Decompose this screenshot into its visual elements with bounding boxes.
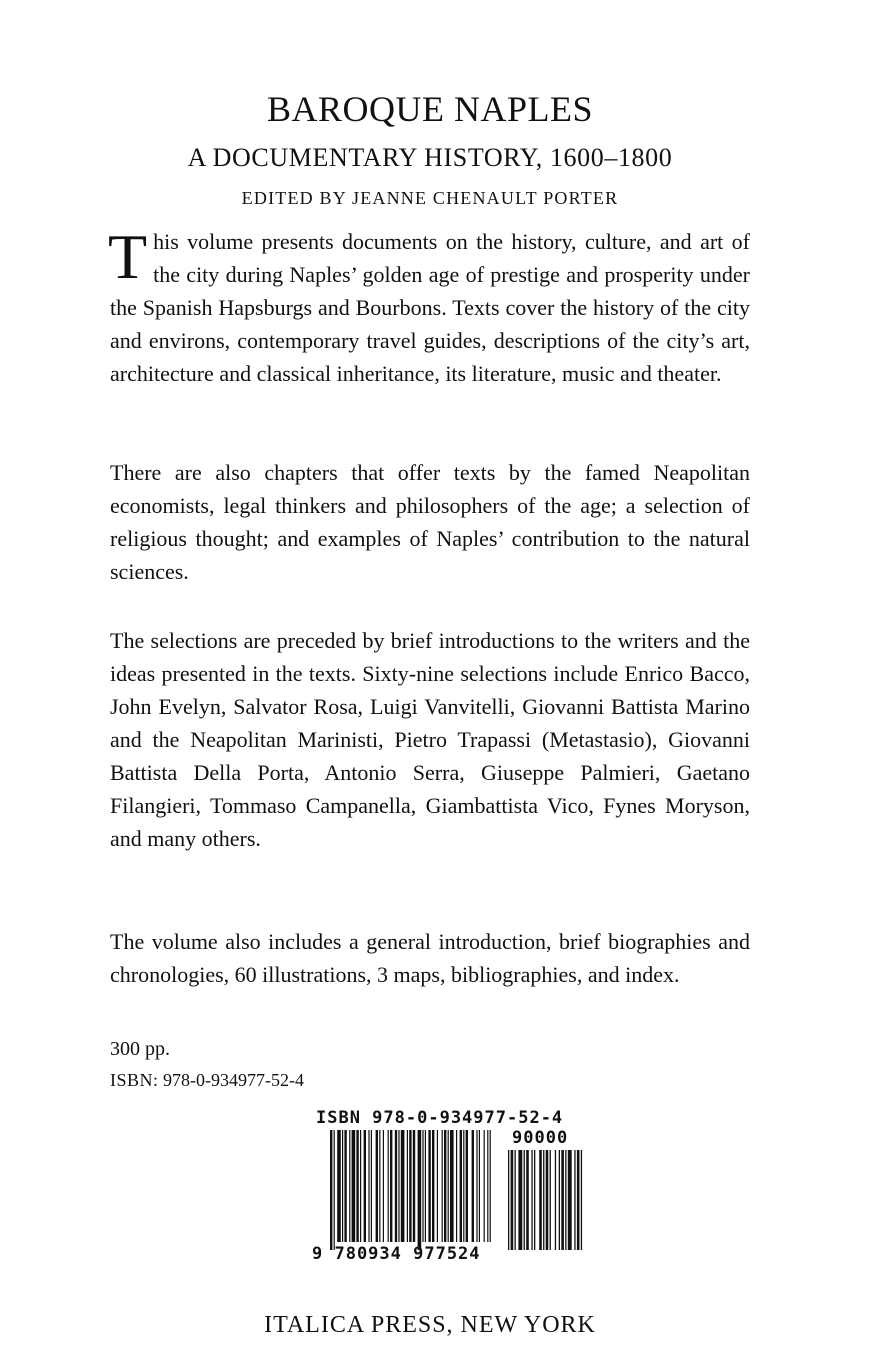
barcode-bar	[388, 1130, 389, 1242]
barcode-addon-bar	[534, 1150, 535, 1250]
barcode-bar	[432, 1130, 434, 1242]
isbn-line	[110, 1070, 304, 1091]
barcode-bar	[463, 1130, 464, 1242]
barcode-bar	[460, 1130, 462, 1242]
barcode-bar	[349, 1130, 350, 1242]
barcode-addon-bar	[511, 1150, 514, 1250]
barcode-bar	[352, 1130, 356, 1242]
page-count: 300 pp.	[110, 1038, 170, 1060]
publisher-imprint: ITALICA PRESS, NEW YORK	[264, 1312, 596, 1338]
barcode-addon-bar	[574, 1150, 575, 1250]
description-paragraph-3: The selections are preceded by brief introductions to the writers and the ideas presented in the texts. Sixty-nine selections include Enrico Bacco, John Evelyn, Salvator Rosa, Luigi Vanvitelli, Giovanni Battista Marino and the Neapolitan Marinisti, Pietro Trapassi (Metastasio), Giovanni Battista Della Porta, Antonio Serra, Giuseppe Palmieri, Gaetano Filangieri, Tommaso Campanella, Giambattista Vico, Fynes Moryson, and many others.	[110, 628, 750, 851]
barcode-addon-bar	[577, 1150, 580, 1250]
description-paragraph-1-text: his volume presents documents on the history, culture, and art of the city during Naples’ golden age of prestige and prosperity under the Spanish Hapsburgs and Bourbons. Texts cover the history of the city and environs, contemporary travel guides, descriptions of the city’s art, architecture and classical inheritance, its literature, music and theater.	[110, 229, 750, 386]
barcode-bar	[398, 1130, 399, 1242]
barcode-bar	[390, 1130, 392, 1242]
barcode-bar	[448, 1130, 449, 1242]
barcode-bar	[418, 1130, 422, 1250]
barcode-addon-bar	[508, 1150, 509, 1250]
barcode-bar	[437, 1130, 438, 1242]
barcode-addon-bar	[543, 1150, 544, 1250]
barcode-bar	[342, 1130, 343, 1242]
barcode-digits: 9 780934 977524	[312, 1244, 481, 1264]
barcode-addon-bar	[515, 1150, 516, 1250]
barcode-addon-bar	[531, 1150, 532, 1250]
barcode-bar	[428, 1130, 430, 1242]
barcode-bar	[330, 1130, 332, 1250]
barcode-addon-bar	[555, 1150, 556, 1250]
barcode-bar	[371, 1130, 372, 1242]
barcode-bar	[479, 1130, 480, 1242]
barcode-bar	[442, 1130, 443, 1242]
book-title: BAROQUE NAPLES	[266, 89, 594, 129]
barcode-bar	[409, 1130, 411, 1242]
barcode-addon-bar	[581, 1150, 582, 1250]
barcode-bar	[379, 1130, 380, 1242]
barcode-bar	[383, 1130, 384, 1242]
description-paragraph-2: There are also chapters that offer texts by the famed Neapolitan economists, legal thinkers and philosophers of the age; a selection of religious thought; and examples of Naples’ contribution to the natural sciences.	[110, 460, 750, 584]
barcode-bar	[364, 1130, 366, 1242]
barcode-bar	[395, 1130, 397, 1242]
barcode-bar	[487, 1130, 488, 1242]
barcode-addon-bar	[568, 1150, 572, 1250]
barcode-bar	[425, 1130, 426, 1242]
barcode-price-code: 90000	[512, 1128, 569, 1148]
isbn-label: ISBN:	[110, 1070, 159, 1090]
barcode	[312, 1108, 592, 1268]
barcode-addon-bar	[539, 1150, 542, 1250]
barcode-bar	[472, 1130, 474, 1242]
barcode-addon-bar	[524, 1150, 525, 1250]
barcode-bar	[476, 1130, 477, 1242]
barcode-bar	[422, 1130, 423, 1242]
barcode-bar	[444, 1130, 446, 1242]
barcode-bar	[368, 1130, 369, 1242]
barcode-bar	[360, 1130, 361, 1242]
description-paragraph-4: The volume also includes a general introduction, brief biographies and chronologies, 60 illustrations, 3 maps, bibliographies, and index.	[110, 929, 750, 987]
barcode-addon-bar	[561, 1150, 564, 1250]
barcode-bar	[413, 1130, 415, 1242]
barcode-bar	[450, 1130, 454, 1242]
barcode-addon-bar	[559, 1150, 560, 1250]
barcode-bar	[356, 1130, 358, 1242]
barcode-bar	[490, 1130, 491, 1242]
barcode-addon-bar	[526, 1150, 529, 1250]
barcode-addon-bar	[550, 1150, 551, 1250]
book-subtitle: A DOCUMENTARY HISTORY, 1600–1800	[187, 143, 673, 172]
barcode-bar	[344, 1130, 346, 1242]
barcode-bar	[484, 1130, 485, 1242]
barcode-isbn-text: ISBN 978-0-934977-52-4	[316, 1108, 564, 1128]
barcode-bar	[376, 1130, 378, 1242]
barcode-addon-bar	[565, 1150, 566, 1250]
isbn-value: 978-0-934977-52-4	[163, 1070, 304, 1090]
editor-line: EDITED BY JEANNE CHENAULT PORTER	[241, 188, 619, 208]
barcode-bar	[456, 1130, 457, 1242]
barcode-addon-bar	[546, 1150, 549, 1250]
barcode-bar	[401, 1130, 405, 1242]
description-paragraph-1	[108, 221, 750, 390]
barcode-addon-bar	[518, 1150, 522, 1250]
barcode-bar	[466, 1130, 468, 1242]
barcode-bar	[407, 1130, 408, 1242]
barcode-bar	[337, 1130, 341, 1242]
barcode-bar	[334, 1130, 335, 1250]
drop-cap: T	[108, 221, 148, 292]
